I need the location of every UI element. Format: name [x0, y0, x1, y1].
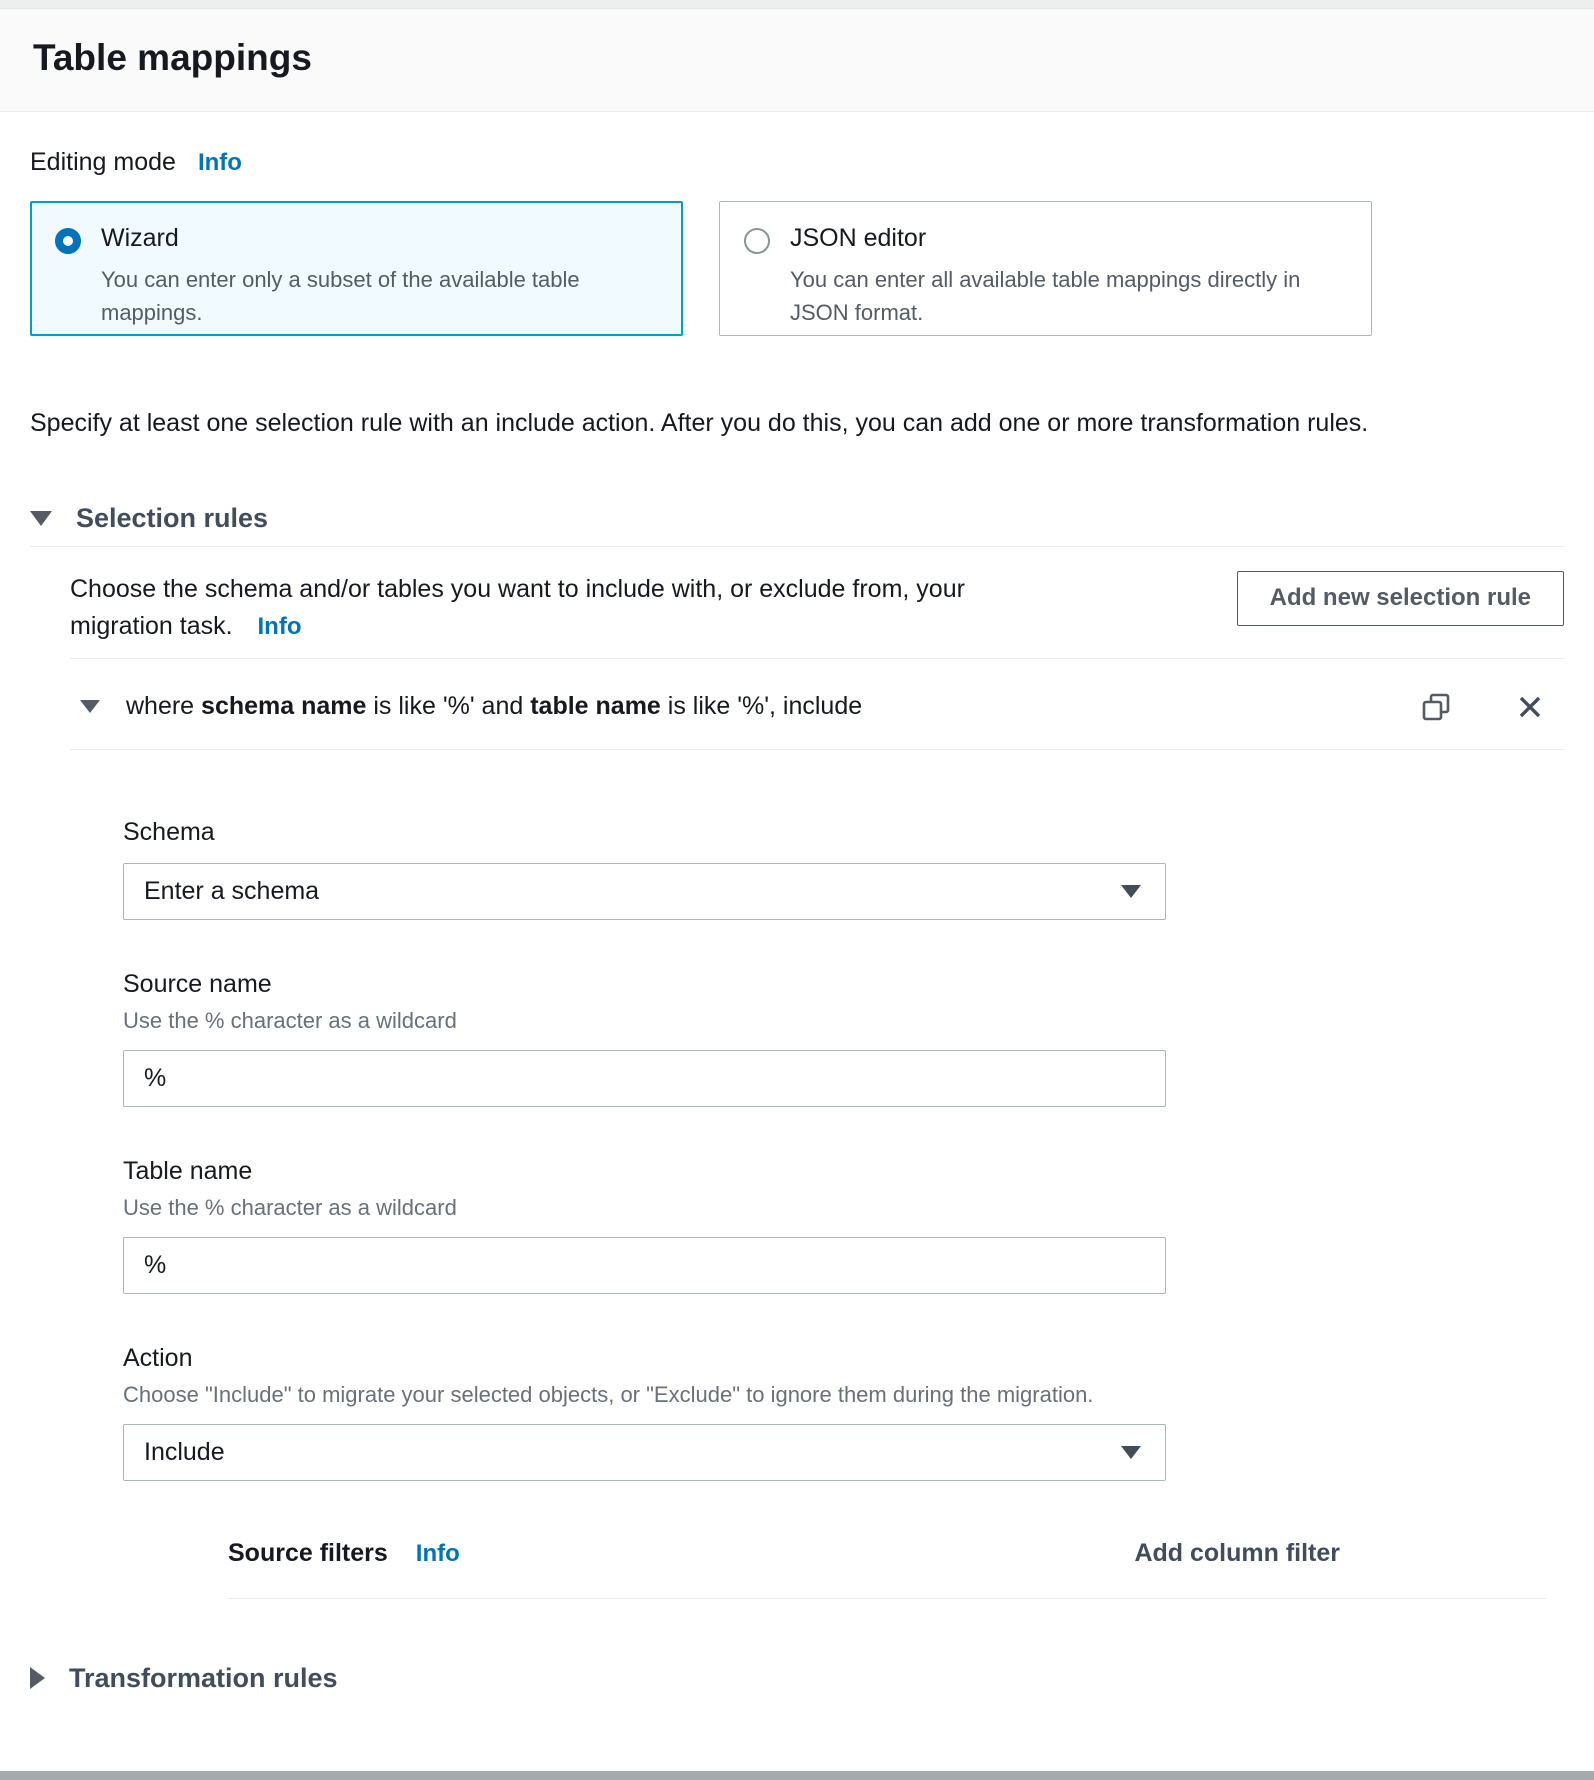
duplicate-icon	[1420, 691, 1452, 723]
wizard-card-body	[101, 224, 646, 325]
action-helper: Choose "Include" to migrate your selected objects, or "Exclude" to ignore them during the migration.	[123, 1381, 1094, 1407]
close-icon	[1514, 691, 1546, 723]
rule-text-table-name: table name	[530, 692, 661, 720]
schema-field	[123, 818, 1564, 920]
json-editor-label: JSON editor	[790, 224, 927, 252]
triangle-right-icon	[30, 1667, 45, 1689]
divider	[228, 1598, 1546, 1599]
selection-rule-row	[80, 691, 1546, 723]
table-name-label: Table name	[123, 1156, 253, 1185]
rule-text: where	[126, 692, 202, 720]
source-filters-info-link[interactable]: Info	[415, 1539, 460, 1567]
json-editor-card-body	[790, 224, 1335, 325]
json-editor-description: You can enter all available table mappings directly in JSON format.	[790, 267, 1301, 325]
dropdown-caret-icon	[1121, 1446, 1141, 1459]
editing-mode-label: Editing mode	[30, 148, 176, 176]
selection-rules-header[interactable]	[30, 503, 1564, 534]
triangle-down-icon[interactable]	[80, 700, 100, 713]
divider	[30, 546, 1564, 547]
editing-mode-row	[30, 148, 1564, 177]
panel-header	[0, 9, 1594, 112]
table-name-input[interactable]	[123, 1237, 1166, 1294]
transformation-rules-title: Transformation rules	[69, 1662, 338, 1693]
schema-label: Schema	[123, 817, 215, 846]
selection-rules-info-link[interactable]: Info	[257, 613, 302, 640]
remove-rule-button[interactable]	[1514, 691, 1546, 723]
add-column-filter-button[interactable]: Add column filter	[1134, 1538, 1340, 1567]
radio-card-json-editor[interactable]	[719, 201, 1372, 336]
action-label: Action	[123, 1343, 193, 1372]
action-field	[123, 1344, 1564, 1481]
action-select[interactable]	[123, 1424, 1166, 1481]
rule-text: is like '%' and	[366, 692, 531, 720]
selection-rules-description-text: Choose the schema and/or tables you want to include with, or exclude from, your migration task.	[70, 574, 965, 640]
top-divider	[0, 0, 1594, 9]
source-name-helper: Use the % character as a wildcard	[123, 1007, 457, 1033]
json-editor-radio[interactable]	[744, 228, 770, 254]
editing-mode-info-link[interactable]: Info	[197, 149, 242, 176]
selection-rules-description	[70, 571, 982, 646]
add-new-selection-rule-button[interactable]: Add new selection rule	[1237, 571, 1564, 626]
selection-rule-summary	[126, 692, 1420, 721]
schema-select-value: Enter a schema	[144, 876, 320, 905]
divider	[70, 658, 1564, 659]
selection-rules-toolbar	[30, 571, 1564, 646]
source-filters-title: Source filters	[228, 1538, 388, 1567]
dropdown-caret-icon	[1121, 885, 1141, 898]
source-filters-header	[228, 1539, 1340, 1568]
editing-mode-options	[30, 201, 1564, 336]
table-name-helper: Use the % character as a wildcard	[123, 1194, 457, 1220]
schema-select[interactable]	[123, 863, 1166, 920]
transformation-rules-header[interactable]	[30, 1663, 1564, 1694]
wizard-description: You can enter only a subset of the available table mappings.	[101, 267, 580, 325]
action-select-value: Include	[144, 1437, 225, 1466]
wizard-label: Wizard	[101, 224, 179, 252]
duplicate-rule-button[interactable]	[1420, 691, 1452, 723]
source-name-label: Source name	[123, 969, 272, 998]
radio-card-wizard[interactable]	[30, 201, 683, 336]
table-mappings-panel	[0, 112, 1594, 1694]
selection-rules-title: Selection rules	[76, 502, 269, 533]
bottom-scrollbar[interactable]	[0, 1771, 1594, 1780]
selection-rule-form	[123, 750, 1564, 1599]
intro-text: Specify at least one selection rule with an include action. After you do this, you can add one or more transformation rules.	[30, 409, 1369, 437]
table-name-field	[123, 1157, 1564, 1294]
wizard-radio[interactable]	[55, 228, 81, 254]
source-name-input[interactable]	[123, 1050, 1166, 1107]
page-title: Table mappings	[33, 37, 312, 78]
rule-text: is like '%', include	[660, 692, 863, 720]
rule-text-schema-name: schema name	[201, 692, 367, 720]
triangle-down-icon	[30, 511, 52, 526]
source-name-field	[123, 970, 1564, 1107]
